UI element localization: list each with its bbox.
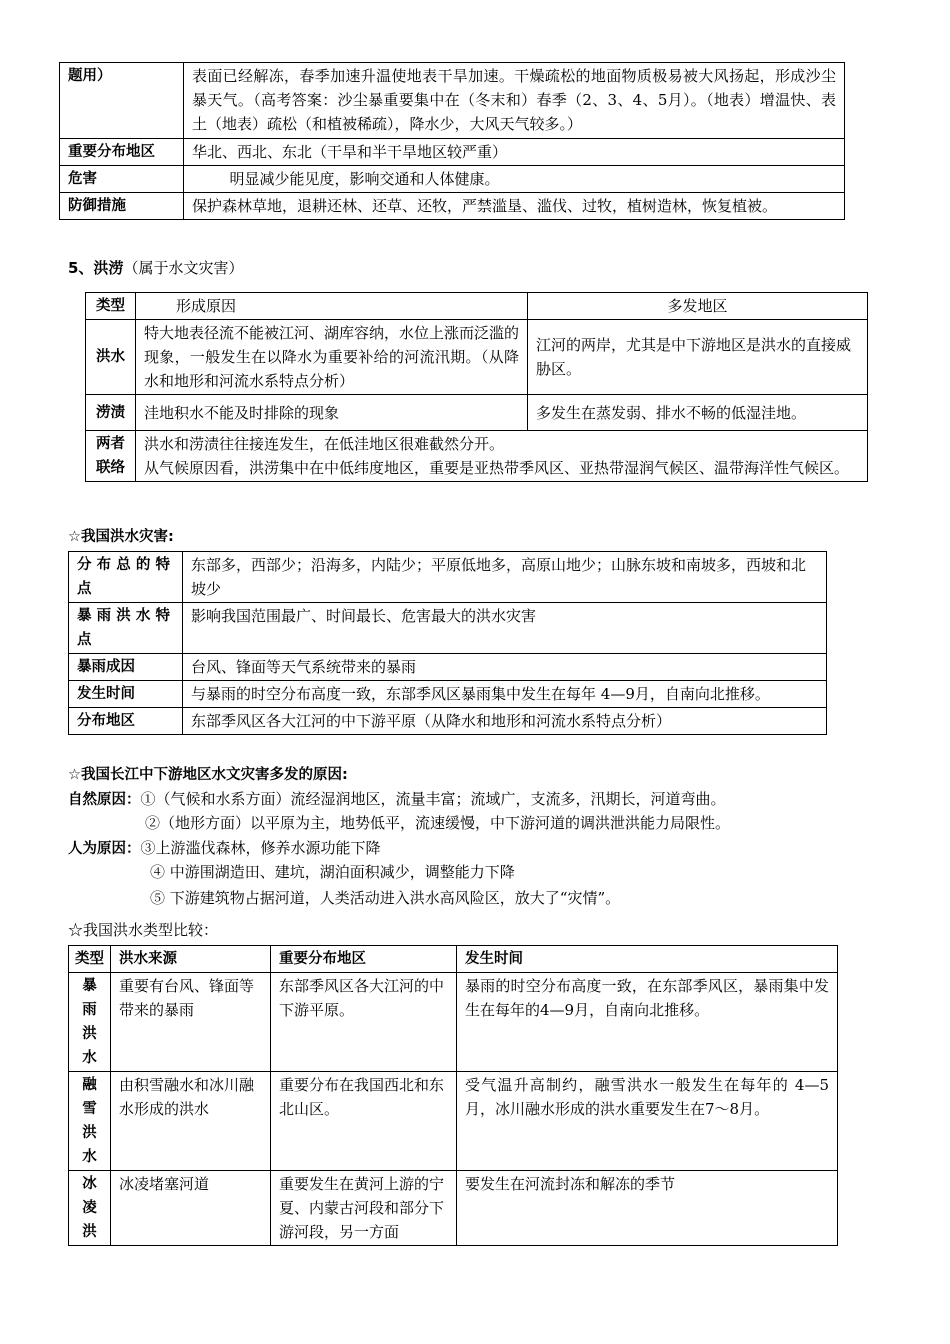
natural-text-1: ①（气候和水系方面）流经湿润地区，流量丰富；流域广，支流多，汛期长，河道弯曲。 xyxy=(140,790,726,808)
row-label: 暴雨洪水特点 xyxy=(69,603,183,654)
row-label: 危害 xyxy=(60,166,184,193)
section-title: 5、洪涝 xyxy=(68,259,124,277)
flood-type-table xyxy=(85,292,868,482)
human-text-3: ⑤ 下游建筑物占据河道，人类活动进入洪水高风险区，放大了“灾情”。 xyxy=(150,889,621,907)
row-label: 暴雨成因 xyxy=(69,654,183,681)
row-area: 重要分布在我国西北和东北山区。 xyxy=(271,1072,457,1171)
row-label: 分布总的特点 xyxy=(69,552,183,603)
header-cause: 形成原因 xyxy=(136,293,528,320)
flood-type-table-block xyxy=(85,292,868,482)
row-type: 融雪洪水 xyxy=(69,1072,111,1171)
header-type: 类型 xyxy=(69,946,111,973)
row-time: 受气温升高制约，融雪洪水一般发生在每年的 4—5月，冰川融水形成的洪水重要发生在7～8月。 xyxy=(457,1072,838,1171)
sandstorm-table-block xyxy=(59,62,845,220)
row-label: 发生时间 xyxy=(69,681,183,708)
human-line-1 xyxy=(68,836,381,861)
flood-disaster-title: ☆我国洪水灾害: xyxy=(68,529,174,545)
human-label: 人为原因： xyxy=(68,841,141,857)
natural-line-1 xyxy=(68,787,726,812)
table-header-row xyxy=(86,293,868,320)
flood-compare-table xyxy=(68,945,838,1246)
section-heading xyxy=(68,256,243,280)
yangtze-title: ☆我国长江中下游地区水文灾害多发的原因: xyxy=(68,767,348,783)
row-text: 表面已经解冻，春季加速升温使地表干旱加速。干燥疏松的地面物质极易被大风扬起，形成沙尘暴天气。（高考答案：沙尘暴重要集中在（冬末和）春季（2、3、4、5月）。（地表）增温快、表土（地表）疏松（和植被稀疏），降水少，大风天气较多。） xyxy=(184,63,845,139)
table-row xyxy=(60,166,845,193)
table-row xyxy=(69,681,827,708)
header-area: 多发地区 xyxy=(528,293,868,320)
row-time: 要发生在河流封冻和解冻的季节 xyxy=(457,1171,838,1246)
natural-label: 自然原因： xyxy=(68,792,141,808)
table-row xyxy=(69,708,827,735)
link-line-1: 洪水和涝渍往往接连发生，在低洼地区很难截然分开。 xyxy=(144,435,505,453)
table-row xyxy=(60,63,845,139)
row-cause: 特大地表径流不能被江河、湖库容纳，水位上涨而泛滥的现象，一般发生在以降水为重要补给的河流汛期。（从降水和地形和河流水系特点分析） xyxy=(136,320,528,395)
header-type: 类型 xyxy=(86,293,136,320)
row-area: 多发生在蒸发弱、排水不畅的低湿洼地。 xyxy=(528,395,868,431)
header-source: 洪水来源 xyxy=(111,946,271,973)
header-time: 发生时间 xyxy=(457,946,838,973)
table-row xyxy=(69,603,827,654)
table-row xyxy=(69,1072,838,1171)
row-type: 冰凌洪 xyxy=(69,1171,111,1246)
table-row xyxy=(69,1171,838,1246)
row-label: 防御措施 xyxy=(60,193,184,220)
table-row xyxy=(69,552,827,603)
row-text: 明显减少能见度，影响交通和人体健康。 xyxy=(184,166,845,193)
row-area: 东部季风区各大江河的中下游平原。 xyxy=(271,973,457,1072)
flood-disaster-table-block xyxy=(68,551,827,735)
row-source: 由积雪融水和冰川融水形成的洪水 xyxy=(111,1072,271,1171)
row-text: 台风、锋面等天气系统带来的暴雨 xyxy=(183,654,827,681)
natural-text-2: ②（地形方面）以平原为主，地势低平，流速缓慢，中下游河道的调洪泄洪能力局限性。 xyxy=(145,814,731,832)
row-text: 与暴雨的时空分布高度一致，东部季风区暴雨集中发生在每年 4—9月，自南向北推移。 xyxy=(183,681,827,708)
row-cause: 洼地积水不能及时排除的现象 xyxy=(136,395,528,431)
table-header-row xyxy=(69,946,838,973)
sandstorm-table xyxy=(59,62,845,220)
flood-disaster-table xyxy=(68,551,827,735)
table-row xyxy=(69,654,827,681)
link-line-2: 从气候原因看，洪涝集中在中低纬度地区，重要是亚热带季风区、亚热带湿润气候区、温带海洋性气候区。 xyxy=(144,459,850,477)
row-text: 保护森林草地，退耕还林、还草、还牧，严禁滥垦、滥伐、过牧，植树造林，恢复植被。 xyxy=(184,193,845,220)
table-row xyxy=(60,193,845,220)
section-note: （属于水文灾害） xyxy=(123,259,244,277)
flood-compare-table-block xyxy=(68,945,838,1246)
human-text-1: ③上游滥伐森林，修养水源功能下降 xyxy=(140,839,381,857)
table-row xyxy=(60,139,845,166)
row-text: 华北、西北、东北（干旱和半干旱地区较严重） xyxy=(184,139,845,166)
row-type: 洪水 xyxy=(86,320,136,395)
row-label: 重要分布地区 xyxy=(60,139,184,166)
table-row xyxy=(69,973,838,1072)
row-label: 分布地区 xyxy=(69,708,183,735)
row-time: 暴雨的时空分布高度一致，在东部季风区，暴雨集中发生在每年的4—9月，自南向北推移。 xyxy=(457,973,838,1072)
row-type: 涝渍 xyxy=(86,395,136,431)
compare-title: ☆我国洪水类型比较： xyxy=(68,921,219,939)
row-text: 影响我国范围最广、时间最长、危害最大的洪水灾害 xyxy=(183,603,827,654)
row-text: 东部季风区各大江河的中下游平原（从降水和地形和河流水系特点分析） xyxy=(183,708,827,735)
row-type xyxy=(86,431,136,482)
row-source: 冰凌堵塞河道 xyxy=(111,1171,271,1246)
row-area: 重要发生在黄河上游的宁夏、内蒙古河段和部分下游河段，另一方面 xyxy=(271,1171,457,1246)
row-link-text xyxy=(136,431,868,482)
row-type: 暴雨洪水 xyxy=(69,973,111,1072)
table-row xyxy=(86,431,868,482)
row-label: 题用） xyxy=(60,63,184,139)
table-row xyxy=(86,320,868,395)
row-source: 重要有台风、锋面等带来的暴雨 xyxy=(111,973,271,1072)
human-text-2: ④ 中游围湖造田、建坑，湖泊面积减少，调整能力下降 xyxy=(150,863,515,881)
table-row xyxy=(86,395,868,431)
header-area: 重要分布地区 xyxy=(271,946,457,973)
row-area: 江河的两岸，尤其是中下游地区是洪水的直接威胁区。 xyxy=(528,320,868,395)
link-label-1: 两者 xyxy=(96,436,125,452)
row-text: 东部多，西部少；沿海多，内陆少；平原低地多，高原山地少；山脉东坡和南坡多，西坡和北坡少 xyxy=(183,552,827,603)
link-label-2: 联络 xyxy=(96,460,125,476)
